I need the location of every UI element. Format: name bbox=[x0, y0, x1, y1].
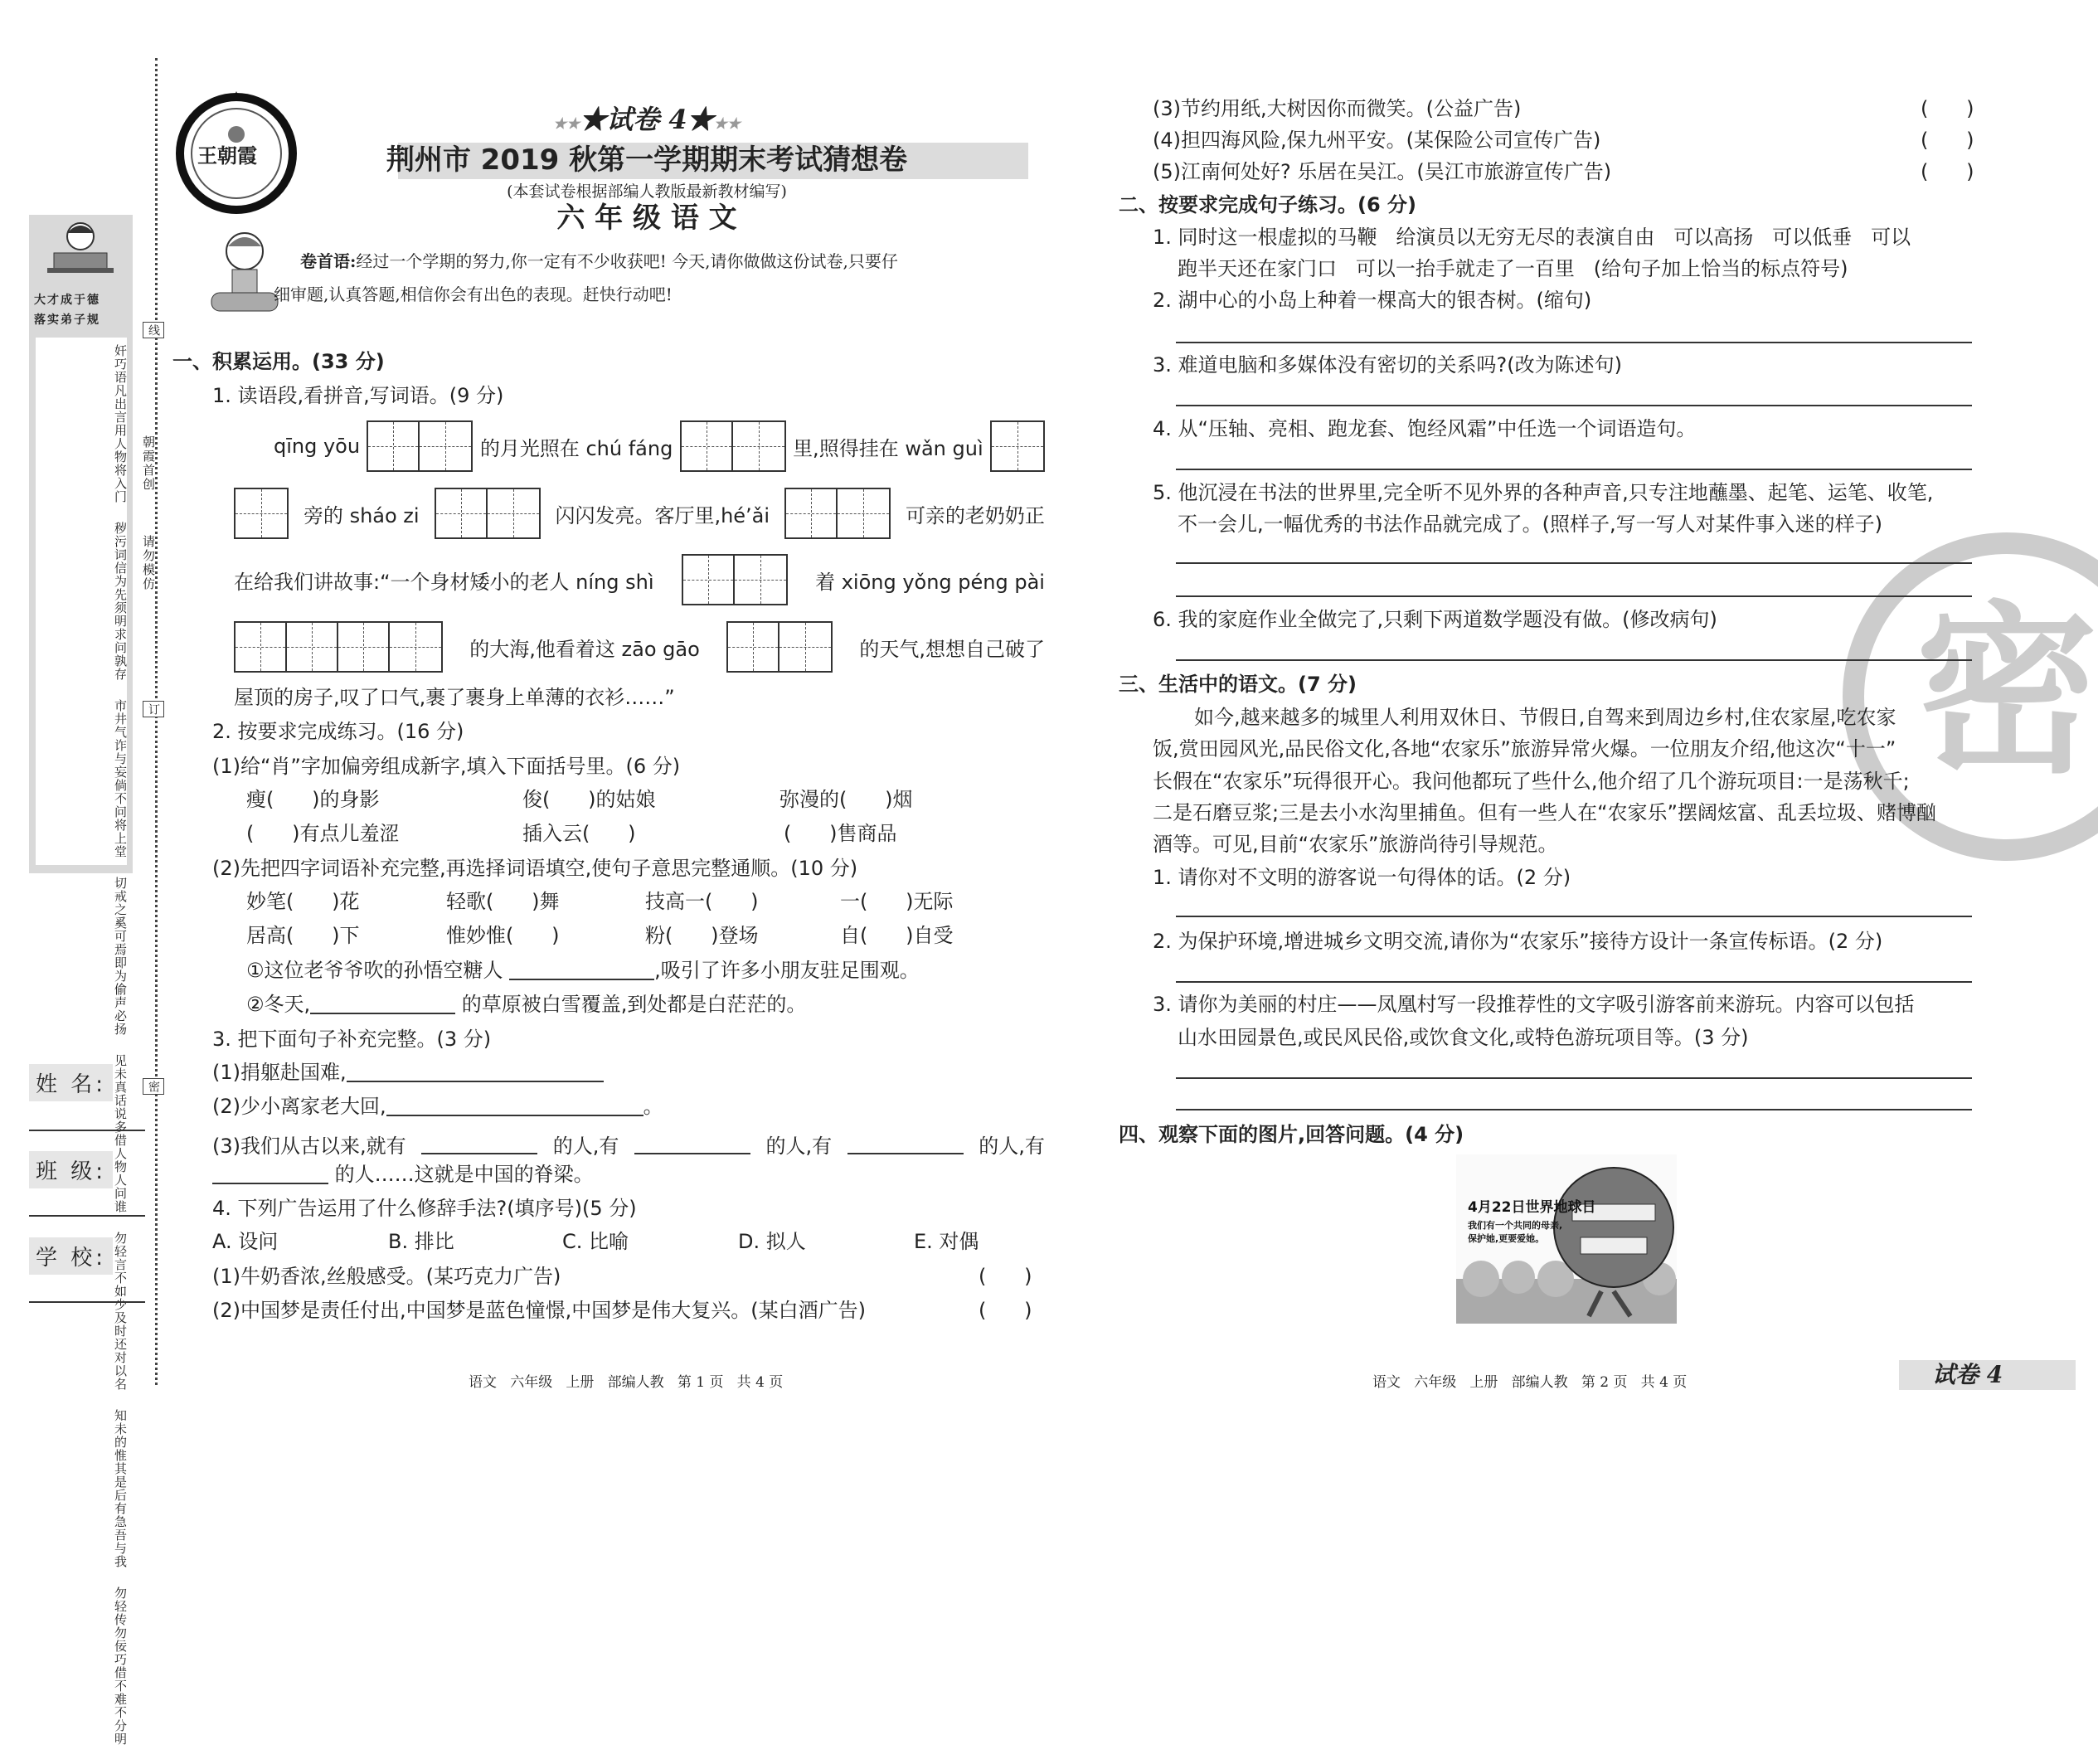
answer-blank[interactable] bbox=[421, 1135, 537, 1154]
q3-prompt: 3. 把下面句子补充完整。(3 分) bbox=[212, 1028, 492, 1051]
poem-column: 须明求 bbox=[113, 601, 128, 641]
char-box[interactable] bbox=[680, 420, 786, 472]
sentence-text: (2)少小离家老大回, bbox=[212, 1095, 386, 1118]
char-cell[interactable] bbox=[838, 489, 889, 537]
s3-q3-line1: 3. 请你为美丽的村庄——凤凰村写一段推荐性的文字吸引游客前来游玩。内容可以包括 bbox=[1153, 993, 1915, 1016]
q2-1-prompt: (1)给“肖”字加偏旁组成新字,填入下面括号里。(6 分) bbox=[212, 755, 681, 778]
q2-2-prompt: (2)先把四字词语补充完整,再选择词语填空,使句子意思完整通顺。(10 分) bbox=[212, 857, 858, 880]
fill-item[interactable]: 自( )自受 bbox=[840, 924, 954, 947]
answer-paren[interactable]: ( ) bbox=[979, 1299, 1032, 1322]
pinyin-row-5: 屋顶的房子,叹了口气,裹了裹身上单薄的衣衫……” bbox=[234, 686, 675, 709]
fill-item[interactable]: 惟妙惟( ) bbox=[446, 924, 560, 947]
answer-paren[interactable]: ( ) bbox=[1921, 129, 1974, 152]
poem-column: 不分明 bbox=[113, 1706, 128, 1746]
q2-prompt: 2. 按要求完成练习。(16 分) bbox=[212, 720, 464, 743]
answer-line[interactable] bbox=[1176, 1077, 1972, 1079]
poem-column: 勿轻传 bbox=[113, 1587, 128, 1626]
char-cell[interactable] bbox=[683, 556, 735, 604]
poem-column: 话说多 bbox=[113, 1094, 128, 1134]
char-cell[interactable] bbox=[338, 623, 390, 671]
poem-stanza bbox=[36, 522, 127, 681]
fill-item[interactable]: 弥漫的( )烟 bbox=[779, 788, 913, 811]
earth-day-poster bbox=[1456, 1154, 1677, 1324]
s2-q1-line2: 跑半天还在家门口 可以一抬手就走了一百里 (给句子加上恰当的标点符号) bbox=[1178, 257, 1848, 280]
class-field[interactable] bbox=[29, 1215, 145, 1217]
poem-column: 凡出言 bbox=[113, 384, 128, 424]
binding-mark-original: 朝霞首创 bbox=[141, 435, 156, 492]
sentence-text: ①这位老爷爷吹的孙悟空糖人 bbox=[246, 959, 503, 982]
pinyin-row-4 bbox=[234, 621, 1045, 673]
pinyin-row-3 bbox=[234, 554, 1045, 605]
poem-stanza bbox=[36, 344, 127, 503]
char-cell[interactable] bbox=[236, 489, 287, 537]
poem-column: 不如少 bbox=[113, 1271, 128, 1311]
option-e: E. 对偶 bbox=[914, 1230, 979, 1253]
char-cell[interactable] bbox=[390, 623, 441, 671]
school-field[interactable] bbox=[29, 1301, 145, 1303]
poem-column: 知未的 bbox=[113, 1409, 128, 1449]
answer-line[interactable] bbox=[1176, 916, 1972, 917]
poem-stanza bbox=[36, 1587, 127, 1746]
option-d: D. 拟人 bbox=[738, 1230, 806, 1253]
answer-line[interactable] bbox=[1176, 342, 1972, 343]
preface-line-1 bbox=[300, 253, 898, 270]
answer-paren[interactable]: ( ) bbox=[1921, 97, 1974, 120]
char-cell[interactable] bbox=[735, 556, 786, 604]
sentence-text: 的人,有 bbox=[979, 1135, 1045, 1158]
poem-column: 借不难 bbox=[113, 1666, 128, 1706]
seal-text: 密 bbox=[1915, 586, 2098, 798]
s2-q2: 2. 湖中心的小岛上种着一棵高大的银杏树。(缩句) bbox=[1153, 289, 1592, 312]
answer-line[interactable] bbox=[1176, 562, 1972, 564]
answer-line[interactable] bbox=[1176, 469, 1972, 470]
answer-line[interactable] bbox=[1176, 405, 1972, 406]
motto-line-2: 落实弟子规 bbox=[34, 313, 100, 327]
q4-prompt: 4. 下列广告运用了什么修辞手法?(填序号)(5 分) bbox=[212, 1197, 637, 1220]
preface-label: 卷首语: bbox=[300, 251, 357, 271]
poem-column: 用人物 bbox=[113, 424, 128, 464]
answer-line[interactable] bbox=[1176, 595, 1972, 597]
pinyin-row-1 bbox=[274, 420, 1045, 472]
answer-line[interactable] bbox=[1176, 1109, 1972, 1110]
subject-title: 六 年 级 语 文 bbox=[556, 202, 737, 235]
answer-line[interactable] bbox=[1176, 981, 1972, 983]
q4-item-1: (1)牛奶香浓,丝般感受。(某巧克力广告) bbox=[212, 1265, 561, 1288]
fill-item[interactable]: 瘦( )的身影 bbox=[246, 788, 380, 811]
char-cell[interactable] bbox=[682, 422, 733, 470]
q3-1 bbox=[212, 1062, 604, 1082]
char-cell[interactable] bbox=[420, 422, 471, 470]
char-box[interactable] bbox=[234, 621, 443, 673]
s2-q4: 4. 从“压轴、亮相、跑龙套、饱经风霜”中任选一个词语造句。 bbox=[1153, 417, 1697, 440]
sentence-text: 的人,有 bbox=[552, 1135, 619, 1158]
binding-mark-no-copy: 请勿模仿 bbox=[141, 535, 156, 591]
char-box[interactable] bbox=[435, 488, 541, 539]
option-c: C. 比喻 bbox=[562, 1230, 629, 1253]
pinyin-text: 可亲的老奶奶正 bbox=[905, 503, 1045, 527]
s3-q2: 2. 为保护环境,增进城乡文明交流,请你为“农家乐”接待方设计一条宣传标语。(2 分) bbox=[1153, 930, 1883, 953]
poem-column: 奸巧语 bbox=[113, 344, 128, 384]
sentence-text: ,吸引了许多小朋友驻足围观。 bbox=[654, 959, 920, 982]
fill-item[interactable]: ( )有点儿羞涩 bbox=[246, 822, 400, 845]
option-a: A. 设问 bbox=[212, 1230, 279, 1253]
corner-series-label: 试卷 4 bbox=[1932, 1361, 2003, 1388]
pinyin-text: 在给我们讲故事:“一个身材矮小的老人 níng shì bbox=[234, 570, 654, 594]
poem-column: 将上堂 bbox=[113, 819, 128, 858]
char-box[interactable] bbox=[784, 488, 891, 539]
answer-blank[interactable] bbox=[347, 1062, 604, 1082]
pinyin-text: 里,照得挂在 wǎn guì bbox=[793, 436, 983, 460]
q4-item-3: (3)节约用纸,大树因你而微笑。(公益广告) bbox=[1153, 97, 1522, 120]
char-box[interactable] bbox=[682, 554, 788, 605]
school-label: 学 校: bbox=[29, 1237, 113, 1275]
s3-q3-line2: 山水田园景色,或民风民俗,或饮食文化,或特色游玩项目等。(3 分) bbox=[1178, 1026, 1749, 1049]
preface-line-2: 细审题,认真答题,相信你会有出色的表现。赶快行动吧! bbox=[274, 284, 673, 304]
passage-line: 二是石磨豆浆;三是去小水沟里捕鱼。但有一些人在“农家乐”摆阔炫富、乱丢垃圾、赌博酗 bbox=[1153, 801, 1936, 824]
poster-line-1: 我们有一个共同的母亲, bbox=[1468, 1220, 1563, 1231]
answer-blank[interactable] bbox=[212, 1164, 328, 1184]
char-cell[interactable] bbox=[368, 422, 420, 470]
motto-line-1: 大才成于德 bbox=[34, 294, 100, 307]
fill-item[interactable]: 轻歌( )舞 bbox=[446, 890, 560, 913]
paper-series: ★★★试卷 4★★★ bbox=[552, 104, 741, 135]
name-field[interactable] bbox=[29, 1130, 145, 1131]
poem-column: 及时还 bbox=[113, 1311, 128, 1351]
sentence-text: 的草原被白雪覆盖,到处都是白茫茫的。 bbox=[461, 993, 807, 1016]
page-footer-2: 语文 六年级 上册 部编人教 第 2 页 共 4 页 bbox=[1372, 1374, 1688, 1391]
answer-blank[interactable] bbox=[386, 1096, 643, 1116]
char-cell[interactable] bbox=[779, 623, 831, 671]
char-cell[interactable] bbox=[436, 489, 488, 537]
preface-text-1: 经过一个学期的努力,你一定有不少收获吧! 今天,请你做做这份试卷,只要仔 bbox=[356, 251, 898, 271]
poem-column: 将入门 bbox=[113, 464, 128, 503]
q4-item-4: (4)担四海风险,保九州平安。(某保险公司宣传广告) bbox=[1153, 129, 1601, 152]
poem-column: 吾与我 bbox=[113, 1528, 128, 1568]
binding-mark-line: 线 bbox=[143, 322, 164, 338]
fill-item[interactable]: 妙笔( )花 bbox=[246, 890, 360, 913]
char-cell[interactable] bbox=[786, 489, 838, 537]
fill-item[interactable]: 一( )无际 bbox=[840, 890, 954, 913]
answer-blank[interactable] bbox=[310, 994, 455, 1014]
answer-paren[interactable]: ( ) bbox=[979, 1265, 1032, 1288]
q1-prompt: 1. 读语段,看拼音,写词语。(9 分) bbox=[212, 384, 504, 407]
poem-column: 即为偷 bbox=[113, 956, 128, 996]
fill-item[interactable]: 俊( )的姑娘 bbox=[522, 788, 656, 811]
section-1-heading: 一、积累运用。(33 分) bbox=[172, 350, 385, 373]
poem-column: 问孰存 bbox=[113, 641, 128, 681]
name-label: 姓 名: bbox=[29, 1064, 113, 1101]
paper-title: 荆州市 2019 秋第一学期期末考试猜想卷 bbox=[386, 143, 908, 177]
char-box[interactable] bbox=[234, 488, 289, 539]
char-cell[interactable] bbox=[488, 489, 539, 537]
option-b: B. 排比 bbox=[388, 1230, 454, 1253]
sentence-text: (3)我们从古以来,就有 bbox=[212, 1135, 406, 1158]
poem-column: 勿轻言 bbox=[113, 1232, 128, 1271]
fill-item[interactable]: 粉( )登场 bbox=[645, 924, 759, 947]
poem-column: 人问谁 bbox=[113, 1174, 128, 1213]
boy-on-log-icon bbox=[207, 228, 282, 319]
poem-column: 声必扬 bbox=[113, 996, 128, 1036]
pinyin-text: 的月光照在 chú fáng bbox=[479, 436, 673, 460]
poem-columns bbox=[36, 338, 127, 1764]
poem-stanza bbox=[36, 1409, 127, 1568]
section-4-heading: 四、观察下面的图片,回答问题。(4 分) bbox=[1119, 1123, 1464, 1146]
poem-column: 诈与妄 bbox=[113, 739, 128, 779]
fill-item[interactable]: ( )售商品 bbox=[784, 822, 897, 845]
fill-item[interactable]: 插入云( ) bbox=[522, 822, 636, 845]
char-box[interactable] bbox=[990, 420, 1045, 472]
pinyin-row-2 bbox=[234, 488, 1045, 539]
poem-column: 秽污词 bbox=[113, 522, 128, 561]
binding-line bbox=[155, 58, 158, 1385]
passage-line: 饭,赏田园风光,品民俗文化,各地“农家乐”旅游异常火爆。一位朋友介绍,他这次“十一” bbox=[1153, 737, 1896, 761]
binding-mark-order: 订 bbox=[143, 701, 164, 717]
s2-q3: 3. 难道电脑和多媒体没有密切的关系吗?(改为陈述句) bbox=[1153, 353, 1622, 377]
char-cell[interactable] bbox=[236, 623, 287, 671]
poem-stanza bbox=[36, 877, 127, 1036]
q2-2-sentence-1 bbox=[246, 960, 920, 980]
page-footer-1: 语文 六年级 上册 部编人教 第 1 页 共 4 页 bbox=[469, 1374, 784, 1391]
binding-mark-seal: 密 bbox=[143, 1078, 164, 1095]
char-box[interactable] bbox=[726, 621, 833, 673]
paper-subtitle: (本套试卷根据部编人教版最新教材编写) bbox=[507, 182, 787, 201]
passage-line: 长假在“农家乐”玩得很开心。我问他都玩了些什么,他介绍了几个游玩项目:一是荡秋千; bbox=[1153, 770, 1910, 793]
pinyin-text: 旁的 sháo zi bbox=[303, 503, 420, 527]
pinyin-text: 着 xiōng yǒng péng pài bbox=[815, 570, 1045, 594]
poem-column: 信为先 bbox=[113, 561, 128, 601]
pinyin-text: 的天气,想想自己破了 bbox=[859, 637, 1045, 661]
q4-item-2: (2)中国梦是责任付出,中国梦是蓝色憧憬,中国梦是伟大复兴。(某白酒广告) bbox=[212, 1299, 866, 1322]
answer-blank[interactable] bbox=[509, 960, 654, 980]
logo-text: 王朝霞 bbox=[197, 143, 257, 168]
s2-q5-line1: 5. 他沉浸在书法的世界里,完全听不见外界的各种声音,只专注地蘸墨、起笔、运笔、收笔, bbox=[1153, 481, 1934, 504]
pinyin-text: qīng yōu bbox=[274, 435, 361, 458]
pinyin-text: 闪闪发亮。客厅里,hé’ǎi bbox=[555, 503, 770, 527]
poem-column: 市井气 bbox=[113, 699, 128, 739]
sentence-text: (1)捐躯赴国难, bbox=[212, 1061, 347, 1084]
poster-line-2: 保护她,更要爱她。 bbox=[1468, 1233, 1545, 1244]
char-cell[interactable] bbox=[287, 623, 338, 671]
section-3-heading: 三、生活中的语文。(7 分) bbox=[1119, 673, 1357, 696]
sentence-text: 的人,有 bbox=[765, 1135, 833, 1158]
passage-line: 酒等。可见,目前“农家乐”旅游尚待引导规范。 bbox=[1153, 833, 1558, 856]
poster-title: 4月22日世界地球日 bbox=[1468, 1199, 1596, 1216]
poem-column: 切戒之 bbox=[113, 877, 128, 916]
answer-paren[interactable]: ( ) bbox=[1921, 160, 1974, 183]
char-cell[interactable] bbox=[992, 422, 1043, 470]
fill-item[interactable]: 技高一( ) bbox=[645, 890, 759, 913]
poem-column: 惟其是 bbox=[113, 1449, 128, 1489]
q4-item-5: (5)江南何处好? 乐居在吴江。(吴江市旅游宣传广告) bbox=[1153, 160, 1612, 183]
sentence-text: ②冬天, bbox=[246, 993, 311, 1016]
q3-3 bbox=[212, 1130, 1045, 1159]
s2-q1-line1: 1. 同时这一根虚拟的马鞭 给演员以无穷无尽的表演自由 可以高扬 可以低垂 可以 bbox=[1153, 226, 1911, 249]
poem-column: 对以名 bbox=[113, 1351, 128, 1391]
q3-3-cont bbox=[212, 1164, 594, 1184]
poem-stanza bbox=[36, 699, 127, 858]
char-cell[interactable] bbox=[728, 623, 779, 671]
answer-blank[interactable] bbox=[847, 1135, 964, 1154]
s3-q1: 1. 请你对不文明的游客说一句得体的话。(2 分) bbox=[1153, 866, 1571, 889]
class-label: 班 级: bbox=[29, 1151, 113, 1188]
s2-q5-line2: 不一会儿,一幅优秀的书法作品就完成了。(照样子,写一写人对某件事入迷的样子) bbox=[1178, 513, 1882, 536]
passage-line: 如今,越来越多的城里人利用双休日、节假日,自驾来到周边乡村,住农家屋,吃农家 bbox=[1194, 706, 1896, 729]
q3-2 bbox=[212, 1096, 663, 1116]
poem-column: 后有急 bbox=[113, 1489, 128, 1528]
poem-column: 奚可焉 bbox=[113, 916, 128, 956]
answer-blank[interactable] bbox=[634, 1135, 750, 1154]
fill-item[interactable]: 居高( )下 bbox=[246, 924, 360, 947]
sentence-text: 。 bbox=[643, 1095, 663, 1118]
char-cell[interactable] bbox=[733, 422, 784, 470]
paper-series-label: 试卷 4 bbox=[606, 104, 687, 135]
pinyin-text: 的大海,他看着这 zāo gāo bbox=[469, 637, 700, 661]
section-2-heading: 二、按要求完成句子练习。(6 分) bbox=[1119, 193, 1416, 216]
poem-column: 倘不问 bbox=[113, 779, 128, 819]
sentence-text: 的人……这就是中国的脊梁。 bbox=[334, 1163, 594, 1186]
s2-q6: 6. 我的家庭作业全做完了,只剩下两道数学题没有做。(修改病句) bbox=[1153, 608, 1717, 631]
answer-line[interactable] bbox=[1176, 659, 1972, 661]
poem-column: 借人物 bbox=[113, 1134, 128, 1174]
char-box[interactable] bbox=[367, 420, 473, 472]
poem-column: 勿佞巧 bbox=[113, 1626, 128, 1666]
poem-column: 见未真 bbox=[113, 1054, 128, 1094]
q2-2-sentence-2 bbox=[246, 994, 806, 1014]
